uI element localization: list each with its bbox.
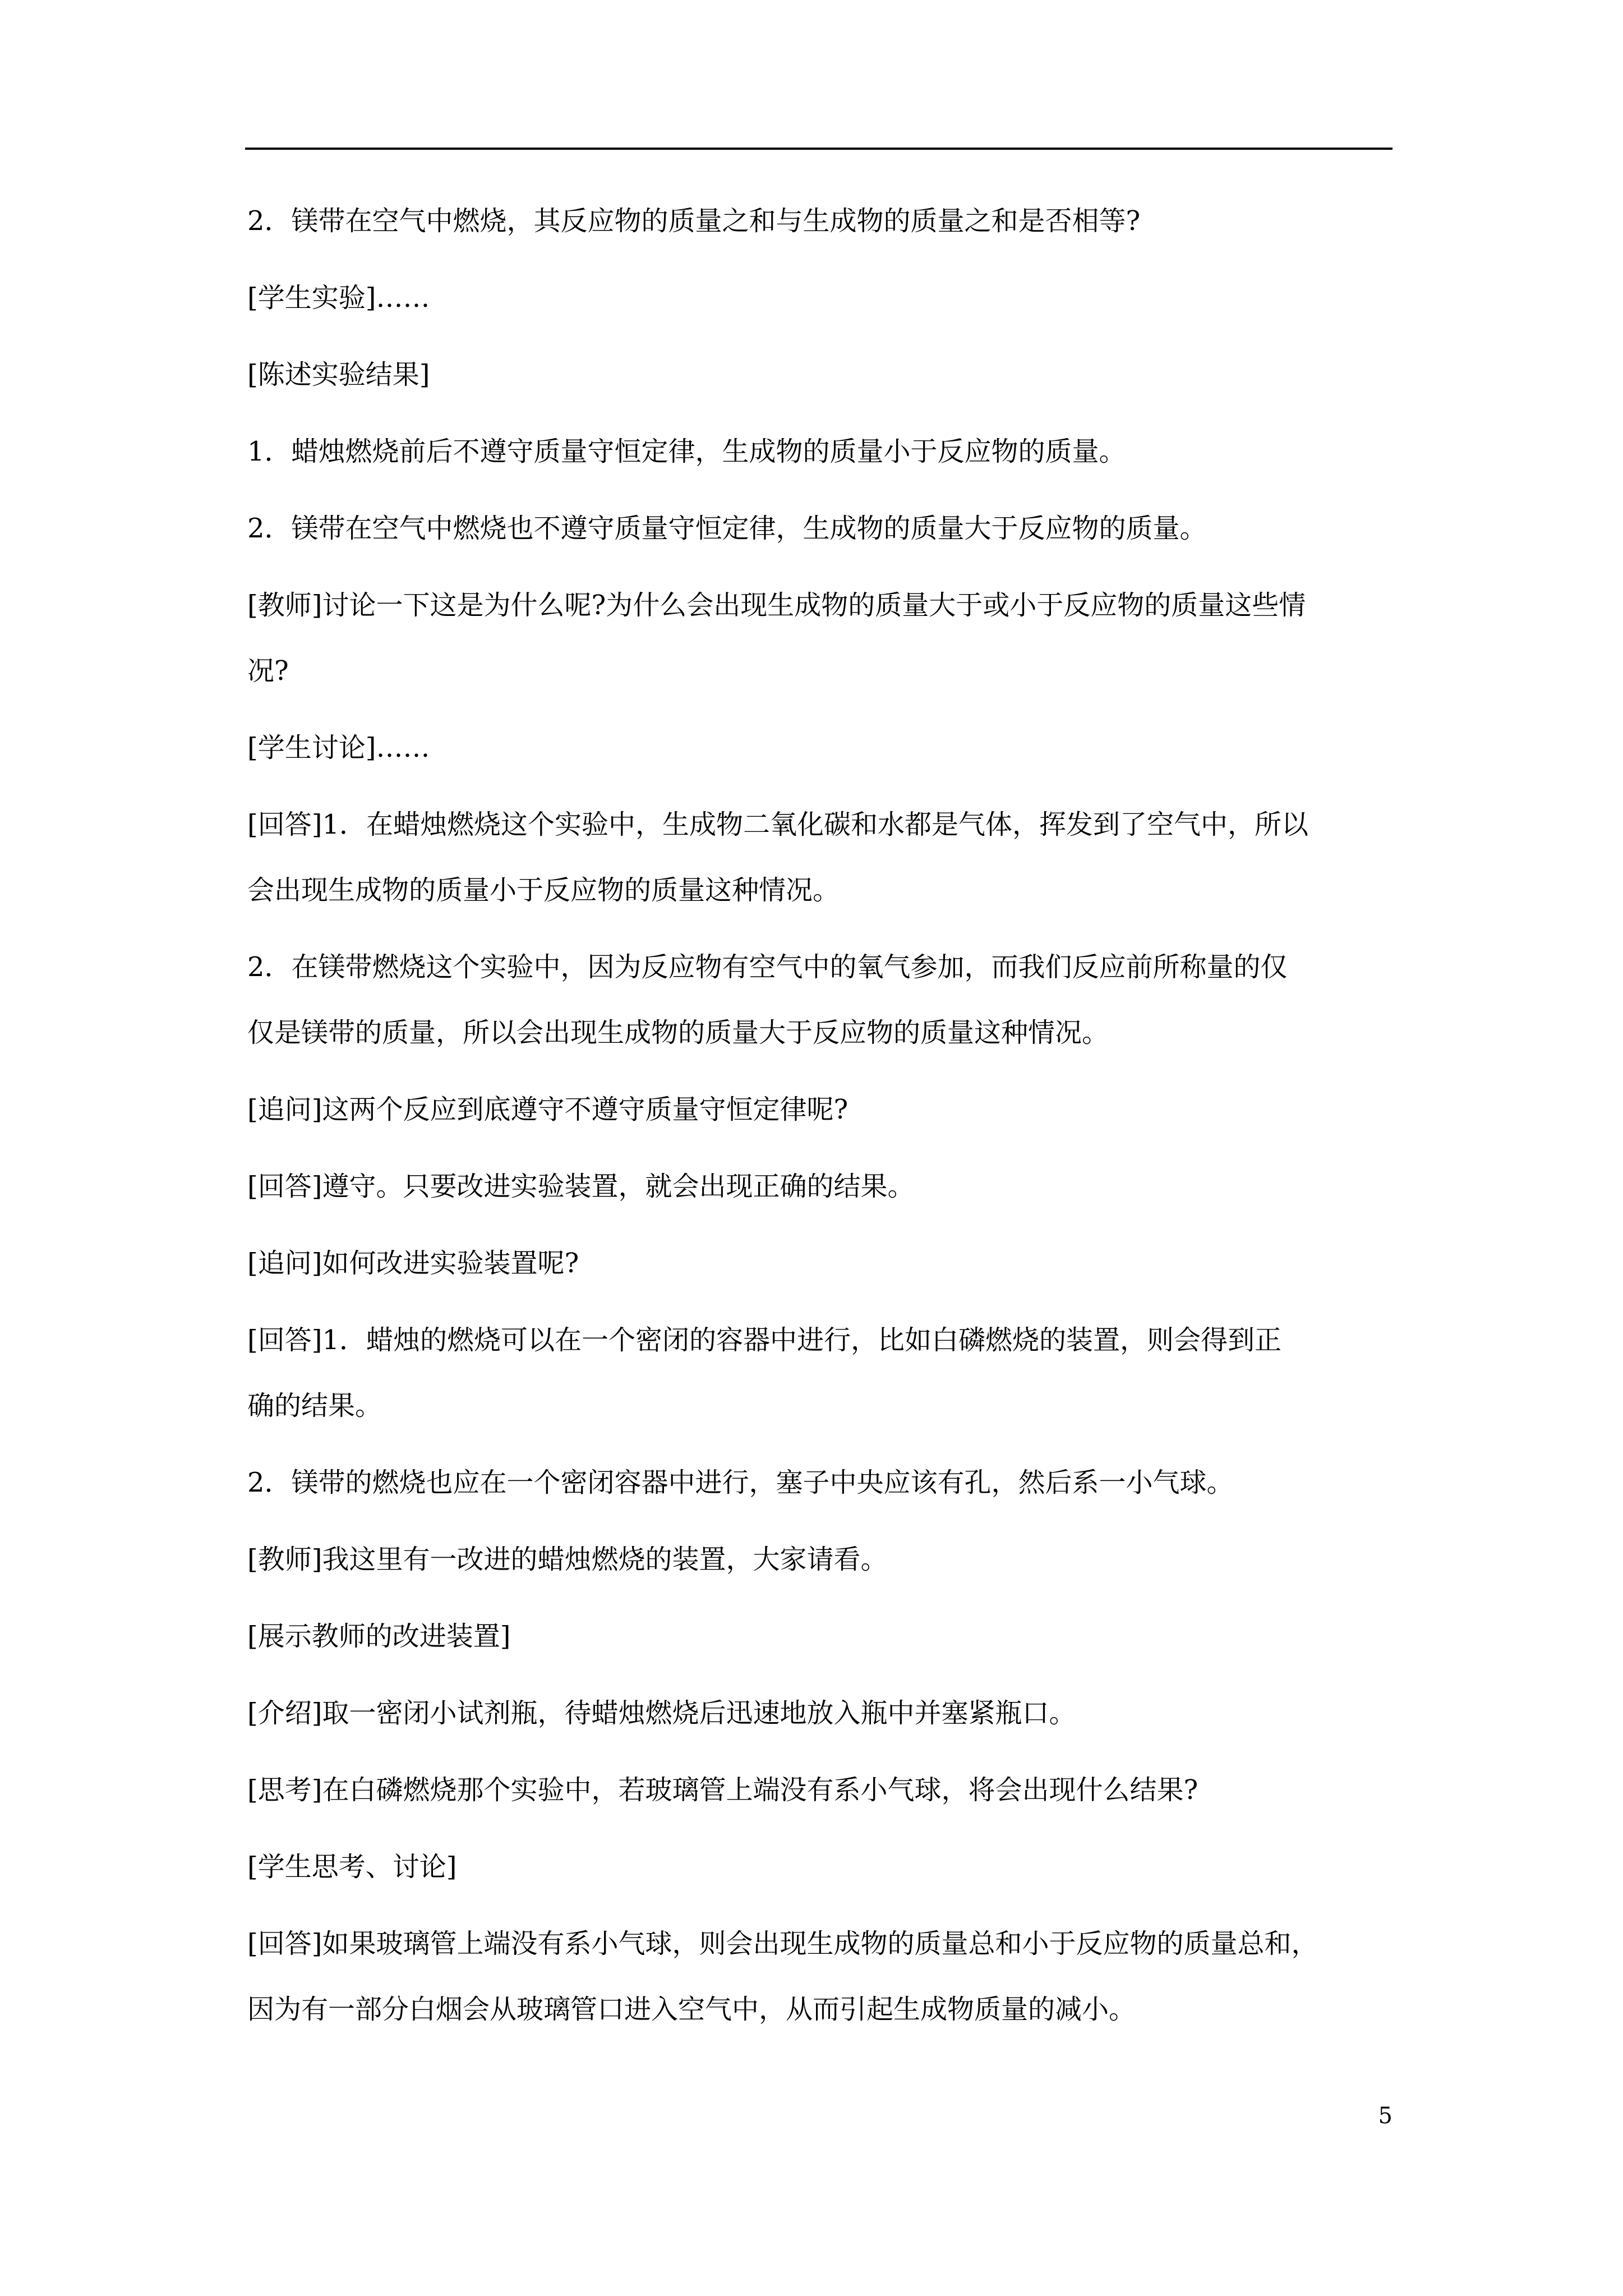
line-student-discussion: [学生讨论]…… — [247, 732, 430, 763]
line-answer-1: [回答]1．在蜡烛燃烧这个实验中，生成物二氧化碳和水都是气体，挥发到了空气中，所以 — [247, 809, 1308, 840]
line-teacher-question-cont: 况? — [247, 655, 289, 687]
line-answer-improve-1: [回答]1．蜡烛的燃烧可以在一个密闭的容器中进行，比如白磷燃烧的装置，则会得到正 — [247, 1324, 1281, 1356]
page-content — [247, 205, 1393, 2026]
line-student-experiment: [学生实验]…… — [247, 282, 430, 314]
line-final-answer-cont: 因为有一部分白烟会从玻璃管口进入空气中，从而引起生成物质量的减小。 — [247, 1994, 1136, 2025]
line-show-device: [展示教师的改进装置] — [247, 1621, 511, 1652]
line-teacher-question: [教师]讨论一下这是为什么呢?为什么会出现生成物的质量大于或小于反应物的质量这些情 — [247, 590, 1306, 621]
line-follow-up-2: [追问]如何改进实验装置呢? — [247, 1248, 579, 1279]
line-answer-improve-1-cont: 确的结果。 — [247, 1390, 382, 1421]
line-answer-2-cont: 仅是镁带的质量，所以会出现生成物的质量大于反应物的质量这种情况。 — [247, 1017, 1109, 1048]
line-result-heading: [陈述实验结果] — [247, 359, 430, 390]
line-answer-1-cont: 会出现生成物的质量小于反应物的质量这种情况。 — [247, 875, 840, 906]
line-result-1: 1．蜡烛燃烧前后不遵守质量守恒定律，生成物的质量小于反应物的质量。 — [247, 436, 1126, 467]
line-introduction: [介绍]取一密闭小试剂瓶，待蜡烛燃烧后迅速地放入瓶中并塞紧瓶口。 — [247, 1697, 1076, 1729]
line-final-answer: [回答]如果玻璃管上端没有系小气球，则会出现生成物的质量总和小于反应物的质量总和， — [247, 1928, 1318, 1959]
page-number: 5 — [1378, 2103, 1393, 2129]
line-follow-up-1: [追问]这两个反应到底遵守不遵守质量守恒定律呢? — [247, 1094, 849, 1125]
line-answer-comply: [回答]遵守。只要改进实验装置，就会出现正确的结果。 — [247, 1171, 915, 1202]
line-thinking: [思考]在白磷燃烧那个实验中，若玻璃管上端没有系小气球，将会出现什么结果? — [247, 1774, 1198, 1806]
line-teacher-device: [教师]我这里有一改进的蜡烛燃烧的装置，大家请看。 — [247, 1544, 888, 1575]
line-result-2: 2．镁带在空气中燃烧也不遵守质量守恒定律，生成物的质量大于反应物的质量。 — [247, 513, 1207, 544]
line-question-2: 2．镁带在空气中燃烧，其反应物的质量之和与生成物的质量之和是否相等? — [247, 205, 1141, 237]
line-answer-improve-2: 2．镁带的燃烧也应在一个密闭容器中进行，塞子中央应该有孔，然后系一小气球。 — [247, 1467, 1234, 1498]
line-answer-2: 2．在镁带燃烧这个实验中，因为反应物有空气中的氧气参加，而我们反应前所称量的仅 — [247, 951, 1288, 983]
header-rule — [245, 148, 1393, 150]
line-student-thinking: [学生思考、讨论] — [247, 1851, 457, 1883]
